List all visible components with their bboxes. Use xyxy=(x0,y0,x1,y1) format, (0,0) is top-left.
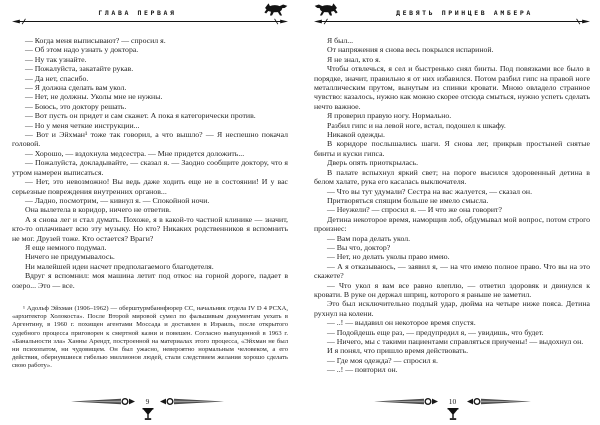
page-number-row xyxy=(374,396,532,407)
goblet-icon xyxy=(142,408,154,421)
paragraph: — ..! — выдавил он некоторое время спустя. xyxy=(327,318,476,328)
sword-icon xyxy=(71,396,139,407)
paragraph: В палате вспыхнул яркий свет; на пороге высился здоровенный детина в белом халате, рука его касалась выключателя. xyxy=(314,167,590,187)
galloping-horse-icon xyxy=(314,3,339,17)
paragraph: — Вам пора делать укол. xyxy=(327,233,411,243)
page-number: 10 xyxy=(448,397,457,406)
paragraph: — Вот и Эйхман¹ тоже так говорил, а что вышло? — Я неспешно покачал головой. xyxy=(12,130,288,149)
paragraph: От напряжения я снова весь покрылся испариной. xyxy=(327,45,494,55)
sword-icon xyxy=(463,396,531,407)
paragraph: — Ну так узнайте. xyxy=(25,54,87,64)
right-page-footer xyxy=(305,396,600,421)
paragraph: Я не знал, кто я. xyxy=(327,54,381,64)
left-page-footer xyxy=(0,396,295,421)
paragraph: — Где моя одежда? — спросил я. xyxy=(327,355,438,365)
paragraph: — Вот пусть он придет и сам скажет. А пока я категорически против. xyxy=(25,111,256,121)
paragraph: Чтобы отвлечься, я сел и быстренько снял бинты. Под повязками все было в порядке, значит, правильно я от них избавился. Потом разбил гипс на правой ноге металлическим прутом, вынутым из спинки кровати. Мною овладело странное чувство: казалось, нужно как можно скорее отсюда смыться, нужно успеть сделать нечто важное. xyxy=(314,64,590,111)
paragraph: Вдруг я вспомнил: моя машина летит под откос на горной дороге, падает в озеро... Это — все. xyxy=(12,271,288,290)
paragraph: — Я должна сделать вам укол. xyxy=(25,83,127,93)
right-page-text xyxy=(314,36,590,375)
right-page-header xyxy=(314,3,590,17)
paragraph: Дверь опять приоткрылась. xyxy=(327,158,419,168)
paragraph: В коридоре послышались шаги. Я снова лег, прикрыв простыней снятые бинты и куски гипса. xyxy=(314,139,590,158)
paragraph: Детина некоторое время, наморщив лоб, обдумывал мой вопрос, потом строго произнес: xyxy=(314,214,590,234)
paragraph: — Да нет, спасибо. xyxy=(25,73,89,83)
paragraph: — Нет, не должны. Уколы мне не нужны. xyxy=(25,92,163,102)
page-number-row xyxy=(71,396,225,407)
left-page xyxy=(0,0,295,425)
left-page-text xyxy=(12,36,288,290)
paragraph: — Подойдешь еще раз, — предупредил я, — увидишь, что будет. xyxy=(327,327,544,337)
paragraph: Ни малейшей идеи насчет предполагаемого благодетеля. xyxy=(25,261,214,271)
galloping-horse-icon xyxy=(263,3,288,17)
paragraph: — Нет, но делать уколы право имею. xyxy=(327,252,450,262)
sword-icon xyxy=(156,396,224,407)
paragraph: Притворяться спящим больше не имело смысла. xyxy=(327,195,489,205)
paragraph: Я проверил правую ногу. Нормально. xyxy=(327,111,452,121)
header-rule-arrow-line xyxy=(12,18,288,25)
paragraph: И я понял, что пришло время действовать. xyxy=(327,346,469,356)
paragraph: — Что вы тут удумали? Сестра на вас жалуется, — сказал он. xyxy=(327,186,533,196)
paragraph: — Но у меня четкие инструкции... xyxy=(25,120,140,130)
paragraph: — Нет, это невозможно! Вы ведь даже ходить еще не в состоянии! И у вас серьезные повреждения внутренних органов... xyxy=(12,177,288,196)
page-number: 9 xyxy=(145,397,150,406)
paragraph: — Хорошо, — вздохнула медсестра. — Мне придется доложить... xyxy=(25,148,245,158)
paragraph: — ..! — повторил он. xyxy=(327,365,398,375)
paragraph: — А я отказываюсь, — заявил я, — на что имею полное право. Что вы на это скажете? xyxy=(314,261,590,281)
paragraph: — Пожалуйста, закатайте рукав. xyxy=(25,64,134,74)
paragraph: — Ладно, посмотрим, — кивнул я. — Спокойной ночи. xyxy=(25,195,210,205)
paragraph: — Вы что, доктор? xyxy=(327,242,391,252)
paragraph: — Что укол я вам все равно влеплю, — ответил здоровяк и двинулся к кровати. В руке он держал шприц, которого я раньше не заметил. xyxy=(314,280,590,299)
paragraph: Я был... xyxy=(327,36,354,45)
paragraph: Это был исключительно подлый удар, дюйма на четыре ниже пояса. Детина рухнул на колени. xyxy=(314,299,590,318)
paragraph: — Когда меня выписывают? — спросил я. xyxy=(25,36,166,45)
left-page-header xyxy=(12,3,288,17)
paragraph: — Об этом надо узнать у доктора. xyxy=(25,45,139,55)
right-page xyxy=(305,0,600,425)
paragraph: — Пожалуйста, докладывайте, — сказал я. — Заодно сообщите доктору, что я утром намерен выписаться. xyxy=(12,158,288,177)
header-rule-arrow-line xyxy=(314,18,590,25)
paragraph: Я еще немного подумал. xyxy=(25,242,107,252)
goblet-icon xyxy=(447,408,459,421)
paragraph: А я снова лег и стал думать. Похоже, я в какой-то частной клинике — значит, кто-то оплачивает всю эту музыку. Но кто? Никаких родственников я вспомнить не мог. Друзей тоже. Кто остается? Враги? xyxy=(12,214,288,243)
paragraph: Никакой одежды. xyxy=(327,130,385,140)
paragraph: — Боюсь, это доктору решать. xyxy=(25,101,127,111)
running-head-title: ДЕВЯТЬ ПРИНЦЕВ АМБЕРА xyxy=(396,9,533,17)
paragraph: — Ничего, мы с такими пациентами справляться приучены! — выдохнул он. xyxy=(327,337,584,346)
sword-icon xyxy=(374,396,442,407)
chapter-title: ГЛАВА ПЕРВАЯ xyxy=(98,9,177,17)
paragraph: Она вылетела в коридор, ничего не ответив. xyxy=(25,205,171,215)
paragraph: — Неужели? — спросил я. — И что же она говорит? xyxy=(327,205,502,215)
paragraph: Ничего не придумывалось. xyxy=(25,252,115,262)
footnote: ¹ Адольф Эйхман (1906–1962) — оберштурмбаннфюрер СС, начальник отдела IV D 4 РСХА, «архитектор Холокоста». После Второй мировой сумел по фальшивым документам уехать в Аргентину, в 1960 г. похищен агентами Моссада и доставлен в Израиль, после открытого судебного процесса приговорен к смертной казни и повешен. Согласно выпущенной в 1963 г. «Банальности зла» Ханны Арендт, построенной на материалах этого процесса, «Эйхман не был ни психопатом, ни чудовищем. Он был ужасно, невероятно нормальным человеком, а его действия, обернувшиеся гибелью миллионов людей, стали следствием желания хорошо сделать свою работу». xyxy=(12,304,288,370)
paragraph: Разбил гипс и на левой ноге, встал, подошел к шкафу. xyxy=(327,120,506,130)
